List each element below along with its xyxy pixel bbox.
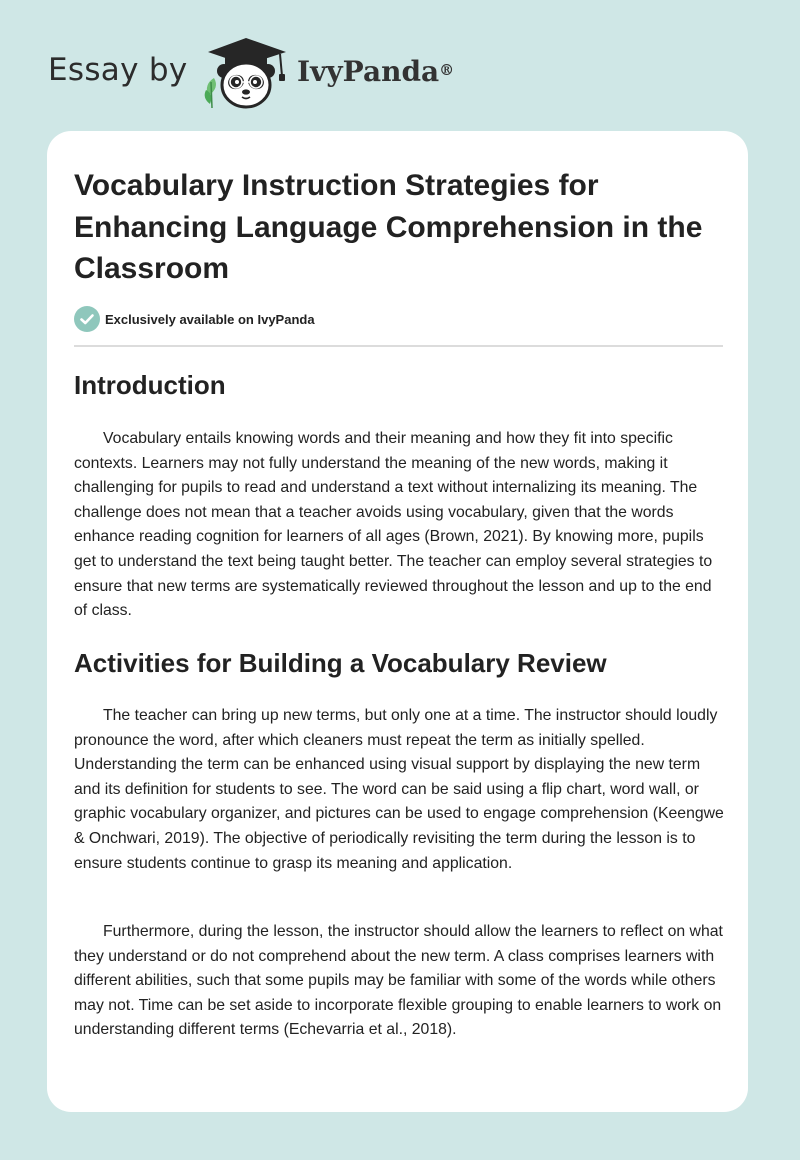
- registered-mark: ®: [439, 61, 455, 79]
- section-heading-activities: Activities for Building a Vocabulary Review: [74, 648, 607, 678]
- check-circle-icon: [74, 306, 100, 332]
- section-heading-introduction: Introduction: [74, 370, 226, 400]
- paragraph-activities-2: Furthermore, during the lesson, the instructor should allow the learners to reflect on what they understand or do not comprehend about the new term. A class comprises learners with different abilities, such that some pupils may be familiar with some of the words while others may not. Time can be set aside to incorporate flexible grouping to enable learners to work on understanding different terms (Echevarria et al., 2018).: [74, 923, 723, 1039]
- panda-graduate-logo-icon[interactable]: [200, 34, 292, 110]
- title-divider: [74, 345, 723, 347]
- availability-badge: [74, 306, 315, 332]
- brand-name-text: IvyPanda: [297, 55, 440, 88]
- site-header: [0, 0, 800, 130]
- page-title: Vocabulary Instruction Strategies for Enhancing Language Comprehension in the Classroom: [74, 169, 703, 285]
- paragraph-introduction: Vocabulary entails knowing words and their meaning and how they fit into specific contexts. Learners may not fully understand the meaning of the new words, making it challenging for pupils to read and understand a text without internalizing its meaning. The challenge does not mean that a teacher avoids using vocabulary, given that the words enhance reading cognition for learners of all ages (Brown, 2021). By knowing more, pupils get to understand the text being taught better. The teacher can employ several strategies to ensure that new terms are systematically reviewed throughout the lesson and up to the end of class.: [74, 430, 713, 620]
- essay-card: [47, 131, 748, 1112]
- paragraph-activities-1: The teacher can bring up new terms, but only one at a time. The instructor should loudly pronounce the word, after which cleaners must repeat the term as initially spelled. Understanding the term can be enhanced using visual support by displaying the new term and its definition for students to see. The word can be said using a flip chart, word wall, or graphic vocabulary organizer, and pictures can be used to engage comprehension (Keengwe & Onchwari, 2019). The objective of periodically revisiting the term during the lesson is to ensure students continue to grasp its meaning and application.: [74, 707, 724, 872]
- availability-badge-text: Exclusively available on IvyPanda: [105, 311, 315, 327]
- essay-by-label: Essay by: [48, 52, 188, 88]
- brand-name[interactable]: [297, 53, 454, 91]
